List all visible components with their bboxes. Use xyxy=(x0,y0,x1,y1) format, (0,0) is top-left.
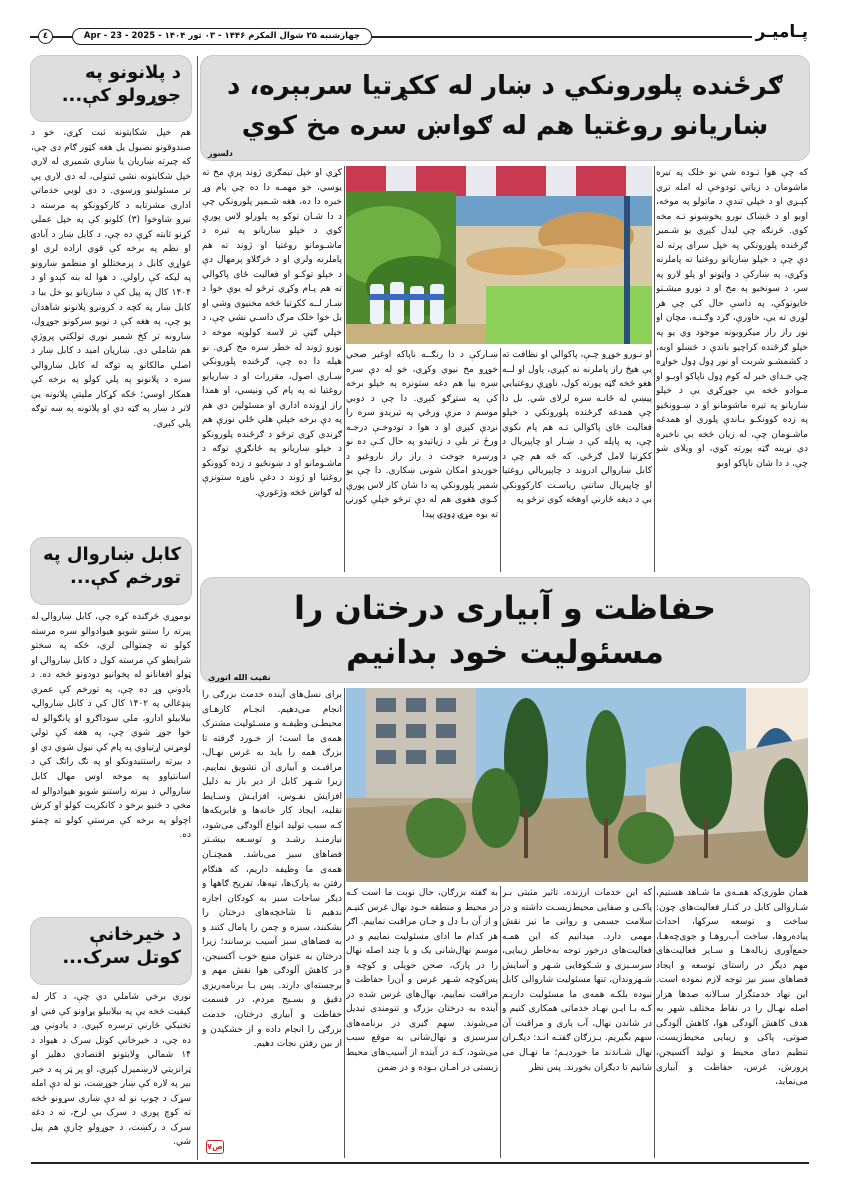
sidebar-title-1: د پلانونو په جوړولو کې... xyxy=(61,62,181,106)
article1-title-box xyxy=(201,56,809,160)
article2-photo xyxy=(346,688,808,882)
sidebar-title-box-3 xyxy=(31,918,191,984)
article1-column-3: ښـارکې د دا رنګــه ناپاکه اوغیر صحي خوړو مخ نیوي وکړي، خو له دې سره سره بیا هم دغه ستونزه په خپلو برخه کې په ستړګو کېږي. دا چې د دوبي موسم د مرې ورځي په تیریدو سره را نږدې کېږي او د هوا د تودوخـې درجـه ورځ تر بلې د زیاتیدو په حال کـې ده نو ورسره جوخت د راز راز ناروغیو د خوریدو امکان شونی ښکاري. دا چې یو شمیر پلورونکي په دا شان کار لاس پورې کـوي هغوی هم له دې ترڅو خپلې کورنۍ ته یوه مړۍ ډوډۍ پیدا xyxy=(346,350,498,521)
article1-column-4: کړي او خپل تیمګری ژوند پرې مخ ته یوسي، خو مهمـه دا ده چې پام وړ خبره دا ده، هغه شـمیر پلورونکي چې د دا شـان توکو په پلورلو لاس پورې کوي د خپلو ښاریانو په تیره د ماشـومانو روغتیا او ژوند ته هم پاملرنه ولري او د څرګلاو پرمهال دې د خپلو توکـو او فعالیت ځای پاکوالي ته هم پـام وکړي ترڅو له یوې خوا د ښـار لــه ککړتیا څخه مخنیوي وشي او بل خوا خلک مرګ داسـي نشي چې، د خپلي ګټې تر لاسه کولوپه موخه د نورو ژوند له خطر سره مخ کړي. نو هیله دا ده چې، ګرځنده پلورونکي ښـاري اصول، مقررات او د ښاریانو روغتیا ته په پام کې ونیسي، او همدا راز اړونده اداري او مسئولین دي هم په دې برخه خپلې هلي ځلي نورې هم ګړندي کړي ترڅو د ګرځنده پلورونکو د خپلو ښاریانو په ځانګړې توګه د ماشـومانو او د ښونځیو د زده کوونکو روغتیا او ژوند د دغې ناوړه ستونزې له ګواښ څخه وژغورې. xyxy=(202,168,342,499)
sidebar-title-box-2 xyxy=(31,538,191,604)
article1-headline: ګرځنده پلورونکي د ښار له ککړتیا سربېره، د ښاریانو روغتیا هم له ګواښ سره مخ کوي xyxy=(227,71,783,141)
street-vendor-cart-image xyxy=(346,166,652,344)
sidebar-title-box-1 xyxy=(31,56,191,121)
column-divider xyxy=(654,166,655,572)
sidebar-text-1: هم خپل شکایتونه ثبت کړي، خو د صندوقونو نصبول یل هغه کټور ګام دی چې، که چیرته ښاریان یا ښاري شمیري له لاري خپل شکایتونه نشي ثبتولی، له دی لاري پې تر مسئولینو ورسوي. د دی لوبي خدماتي اداري مشرتابه د کارکوونکو په مرسته د تیرو شاوخوا (۳) کلونو کې په خپل عملي کړنو ثابته کړې ده چې، د کابل ښار د آبادۍ او نظم په برخه کې قوي اراده لري او غواړي کابل د پرمختللو او منظمو ښارونو په لیکه کې راولي. د هوا له بنه کېدو او د ۱۴۰۴ کال په پیل کې د ښاریانو یو خل بیا د کابل ښار په کچه د کرونږو پلانونو شاهدان یو چې، په هغه کې د نویو سرکونو جوړول، ښارونه تر کڅ شمیر نوري تولکتي پروژې هم شاملي دي. ښاریان امید د کابل ښار د اصلي مالکانو په توګه له کابل ښاروالي سره د پلانونو په پلي کولو په برخه کې همکار اوسي؛ څکه کړکار ملیتې پلانونه یې لاتر د ښار په ګټه دي او پلاتونه په ښه توګه پلي کېږي. xyxy=(31,128,191,429)
column-divider xyxy=(500,348,501,572)
article1-photo xyxy=(346,166,652,344)
column-divider xyxy=(344,166,345,572)
article1-author: دلسوز xyxy=(208,149,233,158)
article1-column-2: او نـورو خوړو چـې، پاکوالي او نظافت ته یې هیڅ راز پاملرنه نه کېږي، پاول او لــه هغو څخه ګټه پورته کول، ناوړې روغتیایي پیښې له ځانـه سره لرلای شي. بل دا چې همدغه ګرځنده پلورونکي د خپلو فعالیت ځای پاکوالي تـه هم پام نکوي چې، په پایله کې د ښـار او چاپیریال د ککړتیا لامل ګرځي. که څه هم چې د کابل ښاروالۍ ادروند د چاپېریالي روغتیا او چاپیریال ساتنې ریاسـت کارکوونکې بې د دیغه ځارنې اوهڅه کوي ترڅو په xyxy=(502,350,652,506)
article2-column-1: همان طوری‌که همـه‌ی ما شـاهد هستیم، شـاروالی کابل در کنـار فعالیت‌های چون: ساخت و توسعه سرکها، احداث پیاده‌روها، ساخت آب‌روهـا و جوی‌چه‌هـا، جمع‌آوری زباله‌هـا و سـایر فعالیت‌های مهم دیگر در راستای توسعه و ایجاد فضاهای سبز نیز توجه لازم نموده است. این نهاد خدمتگزار سـالانه صدها هزار اصله نهـال را در نقاط مختلف شهر به هدف کاهش آلودگی هوا، کاهش آلودگی صوتی، پاکی و زیبایی محیط‌زیست، تنظیم دمای محیط و تولید آکسیجن، پرورش، غرس، حفاظت و آبیاری می‌نماید، xyxy=(656,888,808,1088)
column-divider xyxy=(654,886,655,1158)
sidebar-title-2: کابل ښاروال په تورخم کې... xyxy=(42,544,181,588)
article2-title-box xyxy=(201,578,809,682)
article1-column-1: که چې هوا تـوده شي نو خلک په تیره ماشومان د زیاتي تودوخې له امله تږي کېـږي او د خپلي تندې د ماتولو په موخه، اوبو او د څښاک نورو یخوښونو تـه مخه کوي. څرنګه چې لیدل کېږي یو شـمیر ګرځنده پلورونکي په خپل سرای پرته له دې چې د خپلو ښاریانو روغتیا ته پاملرنه وکړي، په ښارکې د واټونو او پلو لارو په سر، د سونخیو په مخ او د نورو میشـتو خایونوکې، په داسې حال کې چې هر لوري ته یې، خاورې، ګرد وګـنـه، مچان او نور راز راز میکروبونه موجود وي یو په خپلو ګرځنده کراچیو باندې د څښلو اوبه، د کشمشـو شربت او نور ډول ډول خواړه چې خـداي خبر له کوم ډول ناپاکو اوبـو او مـوادو څخه یې جوړکړي یې د خپلو ښاریانو په تیره ماشومانو او د ښـوونځیو په زده کوونکـو بـاندې پلوري او همدغه ماشـومان چې، له زیان څخه بې ناخبره دي نړینه ګټه پورته کوي، او ویلای شو چې، د دا شان ناپاکو اوبو xyxy=(656,168,808,469)
sidebar-text-2: نوموړي څرګنده کړه چې، کابل ښاروالۍ له پیرته را ستنو شویو هیوادوالو سره مرسته کولو ته چمتوالی لري، څکه په سختو شرایطو کې مرسته کول د کابل ښاروالۍ او ټولو افغانانو له پخوانیو دودونو څخه ده. د یادونې وړ ده چې، په تورخم کې عمري پنډغالي په ۱۴۰۲ کال کې د کابل ښاروالۍ، بیلابیلو ادارو، ملي سوداګرو او پانګوالو له خوا جوړ شوي چې، په هغه کې تولي لومړني اړتیاوي په پام کې نیول شوي دي او د بیرته راستنیدونکو او په تګ راتګ کې د اسانتیاوو په موخه اوس مهال کابل ښاروالي د بیرته راستنو شویو هیوادوالو له مخې د څنیو برخو د کانکریت کولو او کرش اچولو په برخه کې مرستې کولو ته چمتو ده. xyxy=(31,612,191,841)
column-divider xyxy=(344,688,345,1158)
issue-date: چهارشنبه ۲۵ شوال المکرم ۱۴۴۶ - ۰۳ ثور ۱۴۰۴ - Apr - 23 - 2025 xyxy=(72,28,372,45)
article2-headline: حفاظت و آبیاری درختان را مسئولیت خود بدانیم xyxy=(293,589,717,671)
column-divider xyxy=(500,886,501,1158)
article2-column-2: که این خدمات ارزنده، تاثیر مثبتی بـر پاکـی و صفایی محیط‌زیسـت داشته و در سلامت جسمی و روانی ما نیز نقش مهمی دارد. میدانیم که این همـه فعالیت‌های درخور توجه به‌خاطر زیبایی، سرسـبزی و شـکوفایی شـهر و آسایش شـهروندان، تنها مسئولیت شاروالی کابل نبوده بلکـه همه‌ی ما مسئولیت داریـم کـه بـا ایـن نهـاد خدماتی همکاری کنیم و در شاندن نهال، آب یاری و مراقبت آن سهم بگیریم. بـزرګان ګفتـه انـد: دیګـران نهال شـاندند ما خوردیـم؛ ما نهـال می شانیم تا دیګران بخورند. پس نظر xyxy=(502,888,652,1073)
article2-column-4: برای نسل‌های آینده خدمت بزرګی را انجام می‌دهیم. انجـام کارهـای محیطـی وظیفـه و مسـئولیت مشترک همه‌ی ما است؛ از خـورد ګرفته تا بزرګ همه را باید به غرس نهـال، مراقبـت و آبیاری آن تشویق نماییم. زیرا شـهر کابل از دیر باز به دلیل افزایش نفـوس، افزایـش وسـایط نقلیه، ایجاد کار خانه‌ها و فابریکه‌ها کـه سبب تولید انواع آلودګی می‌شود، نیازمنـد رشـد و توسـعه بیشـتر فضاهای سبز می‌باشد. همچنـان همه‌ی ما وظیفه داریم، که هنګام رفتن به پارک‌ها، تپه‌ها، تفریح ګاهها و دیګر ساحات سبز به کودکان اجازه ندهیم تا شاخچه‌های درختان را بشکنند، سبزه و چمن را پامال کنند و به فضاهای سبز آسیب برسانند؛ زیرا درختان به عنوان منبع خوب آکسیجن، در کاهش آلودګی هوا نقش مهم و برجسته‌ای دارند. پس بـا برنامه‌ریزی دقیق و بسـیج مردم، در قسمت حفاظت و آبیاری درختان، خدمت بزرګی را انجام داده و از خشکیدن و از بین رفتن نجات دهیم. xyxy=(202,690,342,1050)
newspaper-logo: پـامیـر xyxy=(752,22,812,42)
park-trees-image xyxy=(346,688,808,882)
sidebar-divider xyxy=(197,56,198,1160)
sidebar-text-3: نوري برخي شاملي دي چې، د کار له کیفیت څخه یې په بیلابیلو پړاونو کې فني او تخنیکي څارنې ترسره کېږي. د یادونې وړ ده چې، د خیرخانې کوتل سرک د هیواد د ۱۴ شمالي ولایتونو اقتصادي دهلیز او ټرانزیتي لارښمیرل کېږي، او پر ټر په د خیر بېر په لاره کې ښار جوړښت، نو له دې امله سړک د چوپ نو له دې ښاري سړونو څخه ته کوچ پوري د سرک بې لرخ، ته د دغه سرک د رکښت، د جوړولو چارې هم پیل شي. xyxy=(31,992,191,1148)
page-number: ٤ xyxy=(38,29,53,44)
footer-rule xyxy=(31,1162,809,1164)
continued-page-ref: ص۷ xyxy=(206,1140,224,1154)
article2-author: نقیب الله انوری xyxy=(208,673,271,682)
sidebar-title-3: د خیرخانې کوتل سرک... xyxy=(62,924,181,968)
article2-column-3: به ګفته بزرګان، حال نوبت ما است کـه در محیط و منطقه خـود نهال غرس کنیـم و از آن بـا دل و جـان مراقبت نماییم. اګر هر کدام ما ادای مسئولیت نماییم و در موسم نهال‌شانی یک و یا چند اصله نهال را در پارک، صحن حویلی و کوچه و پس‌کوچه شـهر غرس و آن‌را حفاظت و مراقبت نماییم، نهال‌های غرس شده در آینده به درختان بزرګ و تنومندی تبدیل می‌شوند. سهم ګیری در برنامه‌های سرسبزی و نهال‌شانی به موقع سبب می‌شود، کـه در آینده از آسیب‌های محیط زیستی در امـان بـوده و در ضمن xyxy=(346,888,498,1073)
